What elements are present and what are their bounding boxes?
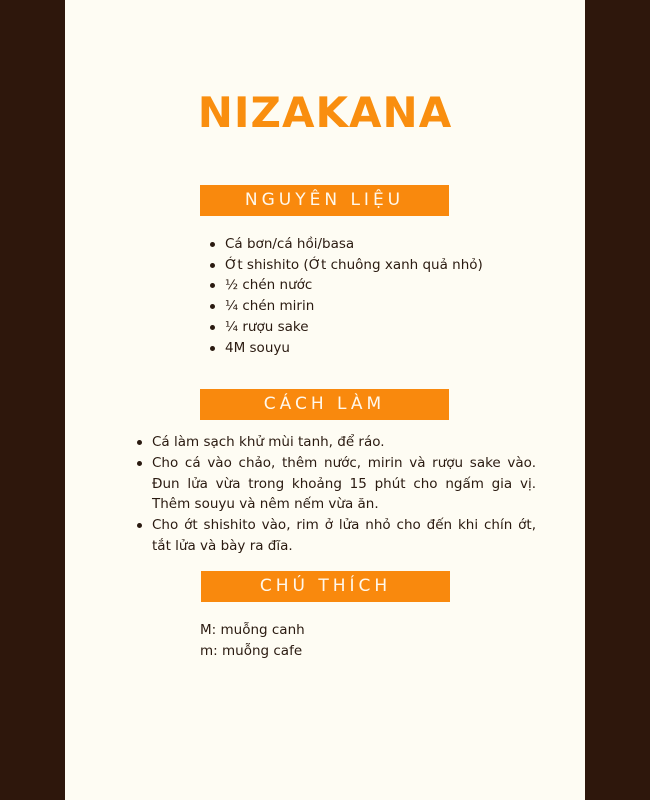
method-steps-list	[137, 432, 536, 557]
ingredient-item: 4M souyu	[210, 338, 483, 359]
ingredient-item: ½ chén nước	[210, 275, 483, 296]
notes-heading: CHÚ THÍCH	[201, 571, 450, 602]
ingredient-item: Ớt shishito (Ớt chuông xanh quả nhỏ)	[210, 255, 483, 276]
ingredient-item: Cá bơn/cá hồi/basa	[210, 234, 483, 255]
recipe-title: NIZAKANA	[197, 88, 453, 137]
ingredients-list	[210, 234, 483, 358]
method-heading: CÁCH LÀM	[200, 389, 449, 420]
method-step: Cho cá vào chảo, thêm nước, mirin và rượu sake vào. Đun lửa vừa trong khoảng 15 phút cho ngấm gia vị. Thêm souyu và nêm nếm vừa ăn.	[137, 453, 536, 515]
method-step: Cá làm sạch khử mùi tanh, để ráo.	[137, 432, 536, 453]
method-step: Cho ớt shishito vào, rim ở lửa nhỏ cho đến khi chín ớt, tắt lửa và bày ra đĩa.	[137, 515, 536, 557]
note-line: M: muỗng canh	[200, 622, 305, 638]
notes-block	[200, 620, 305, 662]
ingredient-item: ¼ rượu sake	[210, 317, 483, 338]
ingredients-heading: NGUYÊN LIỆU	[200, 185, 449, 216]
recipe-card	[65, 0, 585, 800]
note-line: m: muỗng cafe	[200, 642, 303, 659]
ingredient-item: ¼ chén mirin	[210, 296, 483, 317]
